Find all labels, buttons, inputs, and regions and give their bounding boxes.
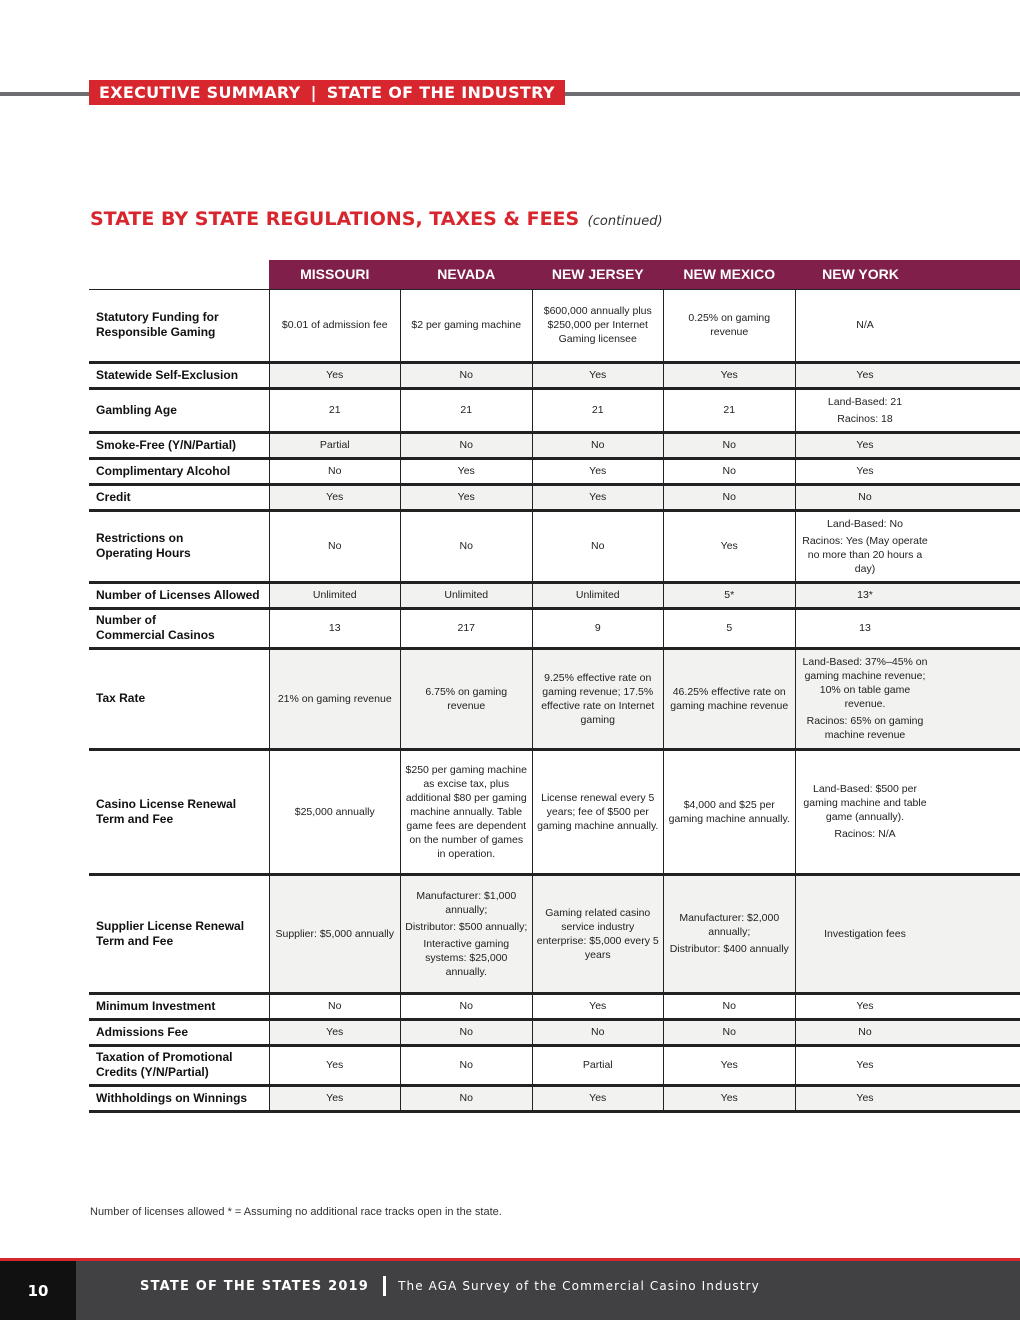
- cell-content: [800, 517, 931, 576]
- cell-new-york: [795, 432, 1020, 458]
- row-label-line: Credit: [96, 489, 131, 504]
- cell-text: Yes: [856, 439, 874, 451]
- table-row: [89, 608, 1020, 648]
- footer-divider: [383, 1276, 386, 1296]
- cell-text: 217: [457, 622, 476, 634]
- cell-nevada: [401, 510, 533, 582]
- cell-text: Interactive gaming systems: $25,000 annually.: [423, 937, 510, 978]
- cell-text: Yes: [720, 540, 738, 552]
- row-label-line: Number of Licenses Allowed: [96, 587, 260, 602]
- cell-nevada: [401, 289, 533, 362]
- cell-text: $250 per gaming machine as excise tax, plus additional $80 per gaming machine annually. Table game fees are dependent on the number of games in operation.: [405, 763, 527, 860]
- cell-text: $25,000 annually: [294, 805, 375, 818]
- table-header-row: [89, 260, 1020, 289]
- row-label: [89, 388, 269, 432]
- row-label: [89, 1085, 269, 1111]
- cell-text: Yes: [457, 491, 475, 503]
- cell-text: No: [328, 465, 342, 477]
- cell-text: Racinos: 65% on gaming machine revenue: [806, 715, 924, 741]
- cell-new-york: [795, 608, 1020, 648]
- cell-new-york: [795, 1085, 1020, 1111]
- row-label-line: Casino License Renewal: [96, 796, 237, 811]
- cell-text: No: [722, 439, 736, 451]
- cell-nevada: [401, 1085, 533, 1111]
- cell-text: Partial: [582, 1059, 613, 1071]
- footer-subtitle: The AGA Survey of the Commercial Casino Industry: [398, 1279, 760, 1293]
- cell-text: Yes: [589, 1092, 607, 1104]
- cell-new-york: [795, 993, 1020, 1019]
- footer-text: [140, 1276, 760, 1296]
- cell-missouri: [269, 874, 401, 993]
- cell-content: [800, 395, 931, 426]
- table-row: [89, 432, 1020, 458]
- cell-text: License renewal every 5 years; fee of $500 per gaming machine annually.: [537, 791, 659, 832]
- cell-text: No: [591, 540, 605, 552]
- cell-missouri: [269, 484, 401, 510]
- table-row: [89, 749, 1020, 874]
- cell-text: 9: [594, 622, 601, 634]
- cell-text: Distributor: $400 annually: [669, 943, 789, 955]
- cell-new-jersey: [532, 289, 664, 362]
- cell-text: Manufacturer: $2,000 annually;: [679, 912, 780, 938]
- cell-new-mexico: [664, 388, 796, 432]
- cell-new-mexico: [664, 362, 796, 388]
- cell-text: Land-Based: No: [827, 517, 903, 530]
- cell-content: [800, 438, 931, 452]
- row-label-line: Credits (Y/N/Partial): [96, 1065, 209, 1079]
- row-label: [89, 582, 269, 608]
- cell-nevada: [401, 874, 533, 993]
- cell-new-jersey: [532, 582, 664, 608]
- section-label: EXECUTIVE SUMMARY: [99, 83, 301, 102]
- cell-new-york: [795, 484, 1020, 510]
- column-header-label: MISSOURI: [300, 266, 370, 283]
- cell-text: No: [459, 1026, 473, 1038]
- row-label-line: Minimum Investment: [96, 998, 216, 1013]
- cell-new-york: [795, 1019, 1020, 1045]
- cell-new-mexico: [664, 582, 796, 608]
- cell-new-jersey: [532, 1045, 664, 1085]
- table-body: [89, 289, 1020, 1111]
- row-label: [89, 289, 269, 362]
- footer-publication: STATE OF THE STATES 2019: [140, 1278, 370, 1294]
- cell-text: Investigation fees: [824, 927, 906, 940]
- cell-new-jersey: [532, 388, 664, 432]
- cell-new-jersey: [532, 1085, 664, 1111]
- cell-text: Racinos: N/A: [834, 828, 896, 840]
- cell-new-york: [795, 289, 1020, 362]
- row-label-line: Gambling Age: [96, 402, 177, 417]
- cell-nevada: [401, 432, 533, 458]
- table-row: [89, 458, 1020, 484]
- cell-text: No: [459, 1000, 473, 1012]
- cell-text: Partial: [319, 439, 350, 451]
- row-label-line: Withholdings on Winnings: [96, 1090, 248, 1105]
- cell-text: Yes: [856, 1000, 874, 1012]
- cell-new-mexico: [664, 608, 796, 648]
- cell-text: No: [459, 439, 473, 451]
- cell-missouri: [269, 1045, 401, 1085]
- cell-content: [800, 927, 931, 941]
- cell-nevada: [401, 388, 533, 432]
- cell-text: Yes: [720, 369, 738, 381]
- cell-new-jersey: [532, 458, 664, 484]
- table-row: [89, 874, 1020, 993]
- table-row: [89, 993, 1020, 1019]
- cell-text: Yes: [856, 369, 874, 381]
- table-row: [89, 582, 1020, 608]
- cell-nevada: [401, 362, 533, 388]
- cell-new-mexico: [664, 993, 796, 1019]
- cell-missouri: [269, 432, 401, 458]
- cell-text: No: [722, 491, 736, 503]
- cell-missouri: [269, 388, 401, 432]
- cell-text: N/A: [856, 319, 874, 331]
- cell-text: Yes: [720, 1092, 738, 1104]
- cell-new-york: [795, 1045, 1020, 1085]
- row-label: [89, 458, 269, 484]
- cell-text: No: [858, 491, 872, 503]
- page-number: 10: [0, 1261, 76, 1320]
- cell-text: Yes: [856, 1092, 874, 1104]
- cell-text: Racinos: Yes (May operate no more than 20 hours a day): [802, 534, 928, 575]
- row-label-line: Operating Hours: [96, 546, 191, 560]
- row-label-line: Tax Rate: [96, 691, 146, 705]
- cell-text: No: [722, 1026, 736, 1038]
- cell-text: No: [328, 540, 342, 552]
- cell-text: $0.01 of admission fee: [281, 319, 388, 331]
- cell-content: [800, 490, 931, 504]
- cell-content: [800, 318, 931, 332]
- cell-text: No: [328, 1000, 342, 1012]
- cell-new-york: [795, 648, 1020, 749]
- subsection-label: STATE OF THE INDUSTRY: [326, 83, 555, 102]
- row-label: [89, 608, 269, 648]
- cell-text: Unlimited: [575, 589, 620, 601]
- table-corner: [89, 260, 269, 289]
- cell-text: 21: [591, 404, 604, 416]
- cell-nevada: [401, 484, 533, 510]
- cell-text: No: [858, 1026, 872, 1038]
- cell-new-mexico: [664, 458, 796, 484]
- cell-new-mexico: [664, 289, 796, 362]
- cell-content: [800, 588, 931, 602]
- table-row: [89, 289, 1020, 362]
- table-row: [89, 1085, 1020, 1111]
- footnote: Number of licenses allowed * = Assuming no additional race tracks open in the state.: [90, 1206, 502, 1218]
- column-header-new-jersey: [532, 260, 664, 289]
- row-label: [89, 510, 269, 582]
- row-label: [89, 648, 269, 749]
- column-header-label: NEW MEXICO: [683, 266, 776, 283]
- section-banner: [89, 80, 565, 105]
- cell-content: [800, 464, 931, 478]
- cell-new-york: [795, 388, 1020, 432]
- cell-text: Yes: [856, 1059, 874, 1071]
- cell-content: [800, 1091, 931, 1105]
- cell-missouri: [269, 1019, 401, 1045]
- cell-text: Yes: [589, 491, 607, 503]
- row-label: [89, 1019, 269, 1045]
- cell-new-mexico: [664, 648, 796, 749]
- footer-accent-rule: [0, 1258, 1020, 1261]
- cell-text: No: [722, 1000, 736, 1012]
- cell-text: 5: [726, 622, 733, 634]
- cell-content: [800, 1058, 931, 1072]
- cell-content: [800, 999, 931, 1013]
- row-label: [89, 362, 269, 388]
- cell-text: No: [722, 465, 736, 477]
- cell-nevada: [401, 582, 533, 608]
- cell-text: Racinos: 18: [837, 412, 893, 425]
- cell-missouri: [269, 993, 401, 1019]
- column-header-new-york: [795, 260, 1020, 289]
- cell-new-jersey: [532, 749, 664, 874]
- row-label-line: Supplier License Renewal: [96, 918, 245, 933]
- cell-new-york: [795, 749, 1020, 874]
- cell-text: $600,000 annually plus $250,000 per Internet Gaming licensee: [543, 305, 652, 345]
- cell-text: No: [459, 1059, 473, 1071]
- row-label-line: Taxation of Promotional: [96, 1050, 233, 1064]
- row-label-line: Term and Fee: [96, 933, 174, 948]
- column-header-missouri: [269, 260, 401, 289]
- section-separator: |: [310, 83, 317, 102]
- row-label-line: Term and Fee: [96, 811, 174, 826]
- cell-text: Yes: [589, 1000, 607, 1012]
- row-label-line: Complimentary Alcohol: [96, 463, 231, 478]
- cell-text: Yes: [856, 465, 874, 477]
- table-row: [89, 1019, 1020, 1045]
- cell-text: Yes: [589, 465, 607, 477]
- row-label-line: Responsible Gaming: [96, 325, 216, 339]
- column-header-nevada: [401, 260, 533, 289]
- cell-content: [800, 368, 931, 382]
- cell-new-york: [795, 582, 1020, 608]
- cell-new-mexico: [664, 1045, 796, 1085]
- regulations-table: [89, 260, 1020, 1113]
- cell-content: [800, 621, 931, 635]
- row-label-line: Smoke-Free (Y/N/Partial): [96, 437, 237, 452]
- cell-new-jersey: [532, 993, 664, 1019]
- cell-text: Manufacturer: $1,000 annually;: [416, 889, 517, 916]
- cell-text: Yes: [326, 1026, 344, 1038]
- cell-nevada: [401, 1019, 533, 1045]
- cell-text: Distributor: $500 annually;: [405, 920, 528, 933]
- cell-text: Yes: [457, 465, 475, 477]
- cell-text: No: [591, 439, 605, 451]
- row-label-line: Restrictions on: [96, 531, 184, 545]
- cell-new-jersey: [532, 1019, 664, 1045]
- cell-text: Yes: [326, 1059, 344, 1071]
- cell-new-york: [795, 510, 1020, 582]
- cell-new-york: [795, 874, 1020, 993]
- cell-content: [800, 655, 931, 742]
- cell-nevada: [401, 1045, 533, 1085]
- cell-new-jersey: [532, 608, 664, 648]
- cell-text: 13*: [857, 589, 873, 601]
- cell-nevada: [401, 749, 533, 874]
- row-label-line: Statutory Funding for: [96, 310, 219, 324]
- cell-text: 13: [328, 622, 341, 634]
- cell-missouri: [269, 510, 401, 582]
- cell-new-jersey: [532, 484, 664, 510]
- table-row: [89, 1045, 1020, 1085]
- row-label-line: Commercial Casinos: [96, 628, 215, 642]
- row-label: [89, 432, 269, 458]
- cell-new-mexico: [664, 484, 796, 510]
- cell-new-mexico: [664, 874, 796, 993]
- page-title-continued: (continued): [587, 214, 663, 229]
- cell-missouri: [269, 582, 401, 608]
- cell-text: 0.25% on gaming revenue: [688, 312, 771, 338]
- cell-new-mexico: [664, 432, 796, 458]
- cell-text: 46.25% effective rate on gaming machine revenue: [670, 685, 789, 712]
- cell-new-york: [795, 362, 1020, 388]
- cell-new-jersey: [532, 432, 664, 458]
- cell-text: Land-Based: 21: [827, 395, 903, 408]
- cell-text: Land-Based: $500 per gaming machine and table game (annually).: [803, 783, 927, 823]
- cell-text: No: [591, 1026, 605, 1038]
- cell-content: [800, 1025, 931, 1039]
- cell-new-jersey: [532, 648, 664, 749]
- cell-new-mexico: [664, 749, 796, 874]
- cell-content: [800, 782, 931, 841]
- column-header-new-mexico: [664, 260, 796, 289]
- cell-text: 21: [723, 404, 736, 416]
- cell-text: 21: [460, 404, 473, 416]
- cell-text: Unlimited: [312, 589, 357, 601]
- row-label: [89, 749, 269, 874]
- cell-text: Yes: [326, 491, 344, 503]
- cell-new-jersey: [532, 874, 664, 993]
- cell-text: 9.25% effective rate on gaming revenue; 17.5% effective rate on Internet gaming: [541, 671, 655, 726]
- cell-nevada: [401, 993, 533, 1019]
- row-label-line: Statewide Self-Exclusion: [96, 367, 239, 382]
- cell-text: Yes: [589, 369, 607, 381]
- cell-new-mexico: [664, 1019, 796, 1045]
- cell-missouri: [269, 608, 401, 648]
- page-title-main: STATE BY STATE REGULATIONS, TAXES & FEES: [90, 208, 580, 230]
- row-label: [89, 484, 269, 510]
- cell-text: 13: [859, 622, 871, 634]
- cell-text: Supplier: $5,000 annually: [275, 927, 394, 940]
- table-row: [89, 484, 1020, 510]
- cell-missouri: [269, 1085, 401, 1111]
- cell-text: $2 per gaming machine: [411, 319, 522, 331]
- cell-text: Yes: [720, 1059, 738, 1071]
- cell-text: Yes: [326, 369, 344, 381]
- page-title: [90, 208, 663, 230]
- cell-missouri: [269, 648, 401, 749]
- row-label: [89, 1045, 269, 1085]
- cell-text: 21% on gaming revenue: [277, 692, 392, 705]
- cell-nevada: [401, 648, 533, 749]
- column-header-label: NEVADA: [437, 266, 496, 283]
- row-label-line: Admissions Fee: [96, 1024, 189, 1039]
- cell-text: Land-Based: 37%–45% on gaming machine revenue; 10% on table game revenue.: [802, 656, 928, 710]
- cell-new-mexico: [664, 1085, 796, 1111]
- cell-new-jersey: [532, 510, 664, 582]
- cell-new-york: [795, 458, 1020, 484]
- cell-text: 21: [328, 404, 341, 416]
- cell-text: No: [459, 369, 473, 381]
- cell-missouri: [269, 362, 401, 388]
- cell-missouri: [269, 289, 401, 362]
- table-row: [89, 388, 1020, 432]
- cell-text: No: [459, 1092, 473, 1104]
- row-label: [89, 874, 269, 993]
- table-row: [89, 510, 1020, 582]
- cell-text: Gaming related casino service industry enterprise: $5,000 every 5 years: [536, 906, 659, 961]
- cell-text: 6.75% on gaming revenue: [425, 685, 508, 712]
- cell-text: No: [459, 540, 473, 552]
- column-header-label: NEW JERSEY: [551, 266, 644, 283]
- cell-text: Unlimited: [444, 589, 489, 601]
- cell-text: 5*: [724, 589, 735, 601]
- table-row: [89, 362, 1020, 388]
- cell-text: $4,000 and $25 per gaming machine annually.: [668, 798, 790, 825]
- cell-new-jersey: [532, 362, 664, 388]
- cell-new-mexico: [664, 510, 796, 582]
- cell-missouri: [269, 749, 401, 874]
- cell-missouri: [269, 458, 401, 484]
- column-header-label: NEW YORK: [822, 266, 899, 283]
- cell-nevada: [401, 458, 533, 484]
- table-header: [89, 260, 1020, 289]
- row-label-line: Number of: [96, 613, 156, 627]
- cell-nevada: [401, 608, 533, 648]
- table-row: [89, 648, 1020, 749]
- cell-text: Yes: [326, 1092, 344, 1104]
- row-label: [89, 993, 269, 1019]
